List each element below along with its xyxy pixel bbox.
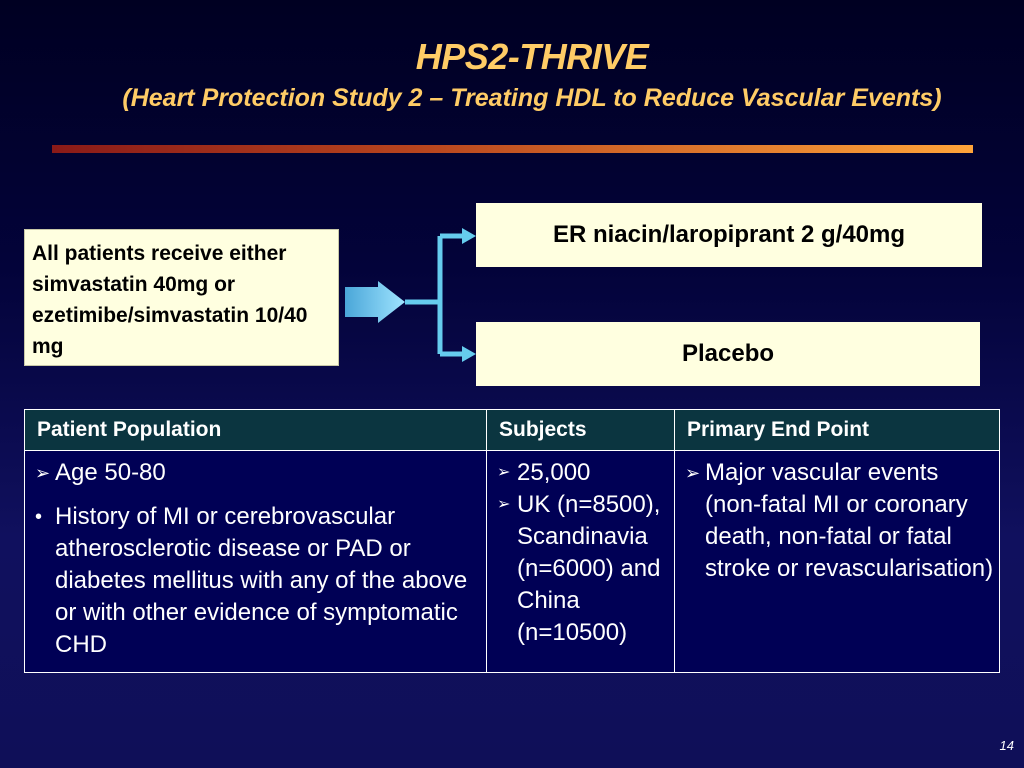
population-item-age: ➢ Age 50-80	[35, 457, 486, 489]
header-patient-population: Patient Population	[25, 410, 487, 451]
header-subjects: Subjects	[487, 410, 675, 451]
study-table	[24, 409, 1000, 673]
branch-arrowhead-top	[462, 228, 476, 244]
treatment-arm-box: ER niacin/laropiprant 2 g/40mg	[476, 203, 982, 267]
subjects-regions: ➢ UK (n=8500), Scandinavia (n=6000) and China (n=10500)	[497, 491, 661, 646]
arrowhead-bullet-icon: ➢	[497, 464, 511, 481]
slide-title: HPS2-THRIVE	[415, 36, 649, 77]
table-header-row	[25, 410, 1000, 451]
header-primary-end-point: Primary End Point	[675, 410, 1000, 451]
subjects-cell	[487, 451, 675, 673]
arrowhead-bullet-icon: ➢	[685, 463, 701, 483]
subjects-total: ➢ 25,000	[497, 457, 674, 489]
branch-lines	[405, 236, 464, 354]
endpoint-item: ➢ Major vascular events (non-fatal MI or coronary death, non-fatal or fatal stroke or revascularisation)	[685, 459, 994, 582]
population-item-history: • History of MI or cerebrovascular atherosclerotic disease or PAD or diabetes mellitus with any of the above or with other evidence of symptomatic CHD	[35, 503, 468, 658]
page-number: 14	[999, 738, 1014, 753]
slide-subtitle: (Heart Protection Study 2 – Treating HDL to Reduce Vascular Events)	[122, 84, 942, 112]
dot-bullet-icon: •	[35, 506, 43, 528]
arrowhead-bullet-icon: ➢	[35, 463, 51, 483]
endpoint-cell	[675, 451, 1000, 673]
branch-arrowhead-bottom	[462, 346, 476, 362]
placebo-arm-box: Placebo	[476, 322, 980, 386]
table-row	[25, 451, 1000, 673]
baseline-therapy-box: All patients receive either simvastatin 40mg or ezetimibe/simvastatin 10/40 mg	[24, 229, 339, 366]
right-arrow-icon	[345, 281, 405, 323]
population-cell	[25, 451, 487, 673]
arrowhead-bullet-icon: ➢	[497, 496, 511, 513]
